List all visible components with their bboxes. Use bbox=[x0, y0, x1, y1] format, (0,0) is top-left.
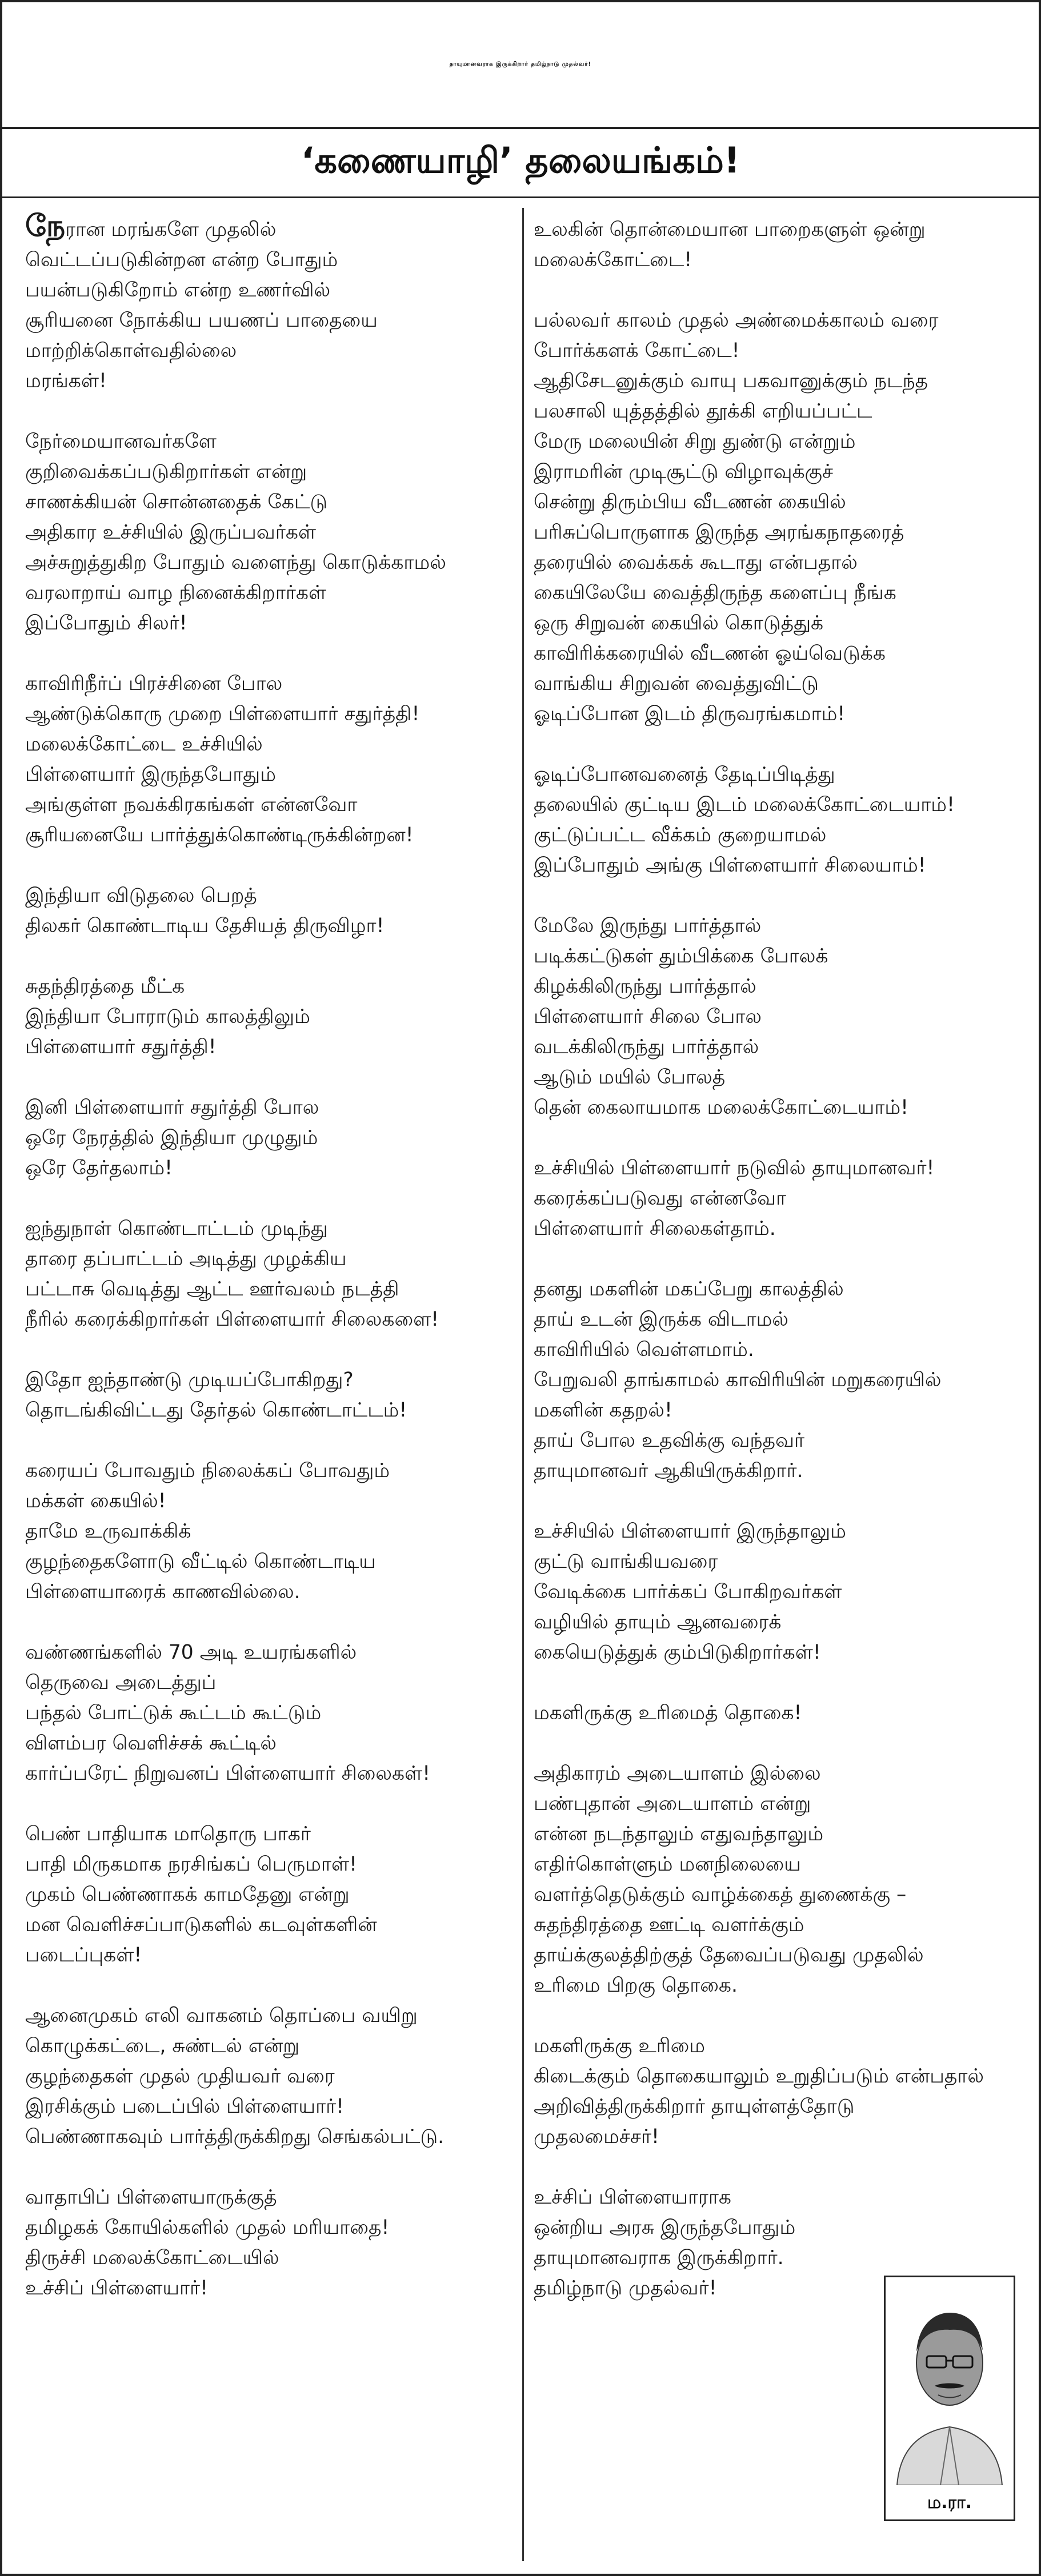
poem-line: வரலாறாய் வாழ நினைக்கிறார்கள் bbox=[25, 581, 327, 604]
poem-line: இப்போதும் சிலர்! bbox=[25, 612, 187, 635]
poem-line: சுதந்திரத்தை ஊட்டி வளர்க்கும் bbox=[534, 1913, 804, 1936]
poem-line: வெட்டப்படுகின்றன என்ற போதும் bbox=[25, 248, 338, 271]
poem-line: தாயுமானவராக இருக்கிறார். bbox=[534, 2246, 784, 2269]
poem-line-text: ரான மரங்களே முதலில் bbox=[65, 218, 277, 241]
poem-line: சென்று திரும்பிய வீடணன் கையில் bbox=[534, 491, 846, 513]
poem-line: படைப்புகள்! bbox=[25, 1944, 142, 1967]
poem-line: ஆண்டுக்கொரு முறை பிள்ளையார் சதுர்த்தி! bbox=[25, 703, 420, 725]
stanza bbox=[25, 669, 517, 850]
stanza bbox=[534, 1698, 1025, 1728]
poem-line: கையிலேயே வைத்திருந்த களைப்பு நீங்க bbox=[534, 581, 896, 604]
poem-line: பிள்ளையார் சதுர்த்தி! bbox=[25, 1036, 217, 1058]
poem-line: பட்டாசு வெடித்து ஆட்ட ஊர்வலம் நடத்தி bbox=[25, 1278, 399, 1301]
poem-line: பலசாலி யுத்தத்தில் தூக்கி எறியப்பட்ட bbox=[534, 400, 872, 423]
stanza bbox=[534, 1759, 1025, 2001]
poem-line: பயன்படுகிறோம் என்ற உணர்வில் bbox=[25, 279, 331, 302]
poem-line: அதிகார உச்சியில் இருப்பவர்கள் bbox=[25, 521, 317, 544]
poem-line: தனது மகளின் மகப்பேறு காலத்தில் bbox=[534, 1278, 844, 1301]
stanza bbox=[534, 215, 1025, 275]
poem-line: கார்ப்பரேட் நிறுவனப் பிள்ளையார் சிலைகள்! bbox=[25, 1762, 431, 1785]
poem-line: குழந்தைகள் முதல் முதியவர் வரை bbox=[25, 2065, 335, 2088]
poem-line: முதலமைச்சர்! bbox=[534, 2125, 659, 2148]
poem-line: உச்சியில் பிள்ளையார் நடுவில் தாயுமானவர்! bbox=[534, 1157, 935, 1179]
poem-line: தாய்க்குலத்திற்குத் தேவைப்படுவது முதலில் bbox=[534, 1944, 924, 1967]
stanza bbox=[25, 1365, 517, 1426]
stanza bbox=[25, 2182, 517, 2304]
poem-line: இப்போதும் அங்கு பிள்ளையார் சிலையாம்! bbox=[534, 854, 926, 877]
poem-line: அறிவித்திருக்கிறார் தாயுள்ளத்தோடு bbox=[534, 2095, 855, 2118]
poem-line: மேலே இருந்து பார்த்தால் bbox=[534, 914, 762, 937]
poem-line: பெண்ணாகவும் பார்த்திருக்கிறது செங்கல்பட்டு. bbox=[25, 2125, 445, 2148]
poem-line: சூரியனை நோக்கிய பயணப் பாதையை bbox=[25, 309, 378, 332]
subhead-quoted: ‘கணையாழி’ bbox=[301, 139, 513, 181]
poem-line: தரையில் வைக்கக் கூடாது என்பதால் bbox=[534, 551, 858, 574]
poem-line: கையெடுத்துக் கும்பிடுகிறார்கள்! bbox=[534, 1641, 821, 1664]
poem-line: வளர்த்தெடுக்கும் வாழ்க்கைத் துணைக்கு – bbox=[534, 1883, 907, 1906]
poem-line: இராமரின் முடிசூட்டு விழாவுக்குச் bbox=[534, 460, 834, 483]
poem-line: ஆனைமுகம் எலி வாகனம் தொப்பை வயிறு bbox=[25, 2004, 418, 2027]
poem-line: குட்டுப்பட்ட வீக்கம் குறையாமல் bbox=[534, 824, 827, 846]
poem-line: அதிகாரம் அடையாளம் இல்லை bbox=[534, 1762, 821, 1785]
poem-line: இந்தியா விடுதலை பெறத் bbox=[25, 884, 257, 907]
poem-line: பிள்ளையார் சிலை போல bbox=[534, 1005, 762, 1028]
poem-line: பிள்ளையார் சிலைகள்தாம். bbox=[534, 1217, 776, 1240]
poem-line: மலைக்கோட்டை! bbox=[534, 248, 692, 271]
poem-line: மன வெளிச்சப்பாடுகளில் கடவுள்களின் bbox=[25, 1913, 377, 1936]
poem-line: வேடிக்கை பார்க்கப் போகிறவர்கள் bbox=[534, 1580, 842, 1603]
stanza bbox=[25, 427, 517, 639]
poem-line: நீரில் கரைக்கிறார்கள் பிள்ளையார் சிலைகளை! bbox=[25, 1308, 439, 1331]
poem-line: ஒரு சிறுவன் கையில் கொடுத்துக் bbox=[534, 612, 824, 635]
poem-line: உச்சிப் பிள்ளையார்! bbox=[25, 2277, 208, 2300]
poem-line: பந்தல் போட்டுக் கூட்டம் கூட்டும் bbox=[25, 1702, 322, 1724]
author-caption: ம.ரா. bbox=[927, 2493, 972, 2513]
poem-line: இந்தியா போராடும் காலத்திலும் bbox=[25, 1005, 310, 1028]
stanza bbox=[25, 1638, 517, 1789]
poem-line: சூரியனையே பார்த்துக்கொண்டிருக்கின்றன! bbox=[25, 824, 414, 846]
poem-line: தென் கைலாயமாக மலைக்கோட்டையாம்! bbox=[534, 1096, 908, 1119]
poem-line: ஆடும் மயில் போலத் bbox=[534, 1066, 726, 1089]
poem-line: பல்லவர் காலம் முதல் அண்மைக்காலம் வரை bbox=[534, 309, 939, 332]
right-column bbox=[534, 215, 1025, 2334]
poem-line: தெருவை அடைத்துப் bbox=[25, 1671, 217, 1694]
poem-line: குறிவைக்கப்படுகிறார்கள் என்று bbox=[25, 460, 307, 483]
poem-line: ஒரே தேர்தலாம்! bbox=[25, 1157, 173, 1179]
poem-line: சுதந்திரத்தை மீட்க bbox=[25, 975, 185, 998]
poem-line: என்ன நடந்தாலும் எதுவந்தாலும் bbox=[534, 1823, 824, 1845]
poem-line: கரைக்கப்படுவது என்னவோ bbox=[534, 1187, 787, 1210]
poem-line: ஆதிசேடனுக்கும் வாயு பகவானுக்கும் நடந்த bbox=[534, 370, 928, 392]
poem-line: பேறுவலி தாங்காமல் காவிரியின் மறுகரையில் bbox=[534, 1369, 942, 1391]
headline-text: தாயுமானவராக இருக்கிறார் தமிழ்நாடு முதல்வர்! bbox=[449, 61, 592, 67]
poem-line: உச்சிப் பிள்ளையாராக bbox=[534, 2186, 731, 2209]
poem-line: இனி பிள்ளையார் சதுர்த்தி போல bbox=[25, 1096, 319, 1119]
poem-line: வாதாபிப் பிள்ளையாருக்குத் bbox=[25, 2186, 277, 2209]
poem-line: தாய் உடன் இருக்க விடாமல் bbox=[534, 1308, 788, 1331]
poem-line: உலகின் தொன்மையான பாறைகளுள் ஒன்று bbox=[534, 218, 926, 241]
stanza bbox=[534, 760, 1025, 881]
stanza bbox=[25, 881, 517, 941]
poem-line: கரையப் போவதும் நிலைக்கப் போவதும் bbox=[25, 1459, 390, 1482]
poem-line: தாய் போல உதவிக்கு வந்தவர் bbox=[534, 1429, 805, 1452]
poem-line: போர்க்களக் கோட்டை! bbox=[534, 339, 740, 362]
poem-line: கிழக்கிலிருந்து பார்த்தால் bbox=[534, 975, 756, 998]
stanza bbox=[25, 2001, 517, 2152]
stanza bbox=[534, 1153, 1025, 1244]
stanza bbox=[534, 1516, 1025, 1668]
poem-line: இரசிக்கும் படைப்பில் பிள்ளையார்! bbox=[25, 2095, 345, 2118]
poem-line: திருச்சி மலைக்கோட்டையில் bbox=[25, 2246, 279, 2269]
poem-line: உச்சியில் பிள்ளையார் இருந்தாலும் bbox=[534, 1520, 846, 1543]
poem-line: தாமே உருவாக்கிக் bbox=[25, 1520, 191, 1543]
poem-line: குட்டு வாங்கியவரை bbox=[534, 1550, 718, 1573]
poem-line: ஐந்துநாள் கொண்டாட்டம் முடிந்து bbox=[25, 1217, 328, 1240]
poem-line: ஓடிப்போன இடம் திருவரங்கமாம்! bbox=[534, 703, 846, 725]
poem-line: தலையில் குட்டிய இடம் மலைக்கோட்டையாம்! bbox=[534, 793, 955, 816]
subhead bbox=[301, 139, 740, 186]
poem-line bbox=[25, 209, 517, 245]
poem-line: தொடங்கிவிட்டது தேர்தல் கொண்டாட்டம்! bbox=[25, 1399, 407, 1422]
poem-line: திலகர் கொண்டாடிய தேசியத் திருவிழா! bbox=[25, 914, 385, 937]
poem-line: விளம்பர வெளிச்சக் கூட்டில் bbox=[25, 1732, 277, 1755]
stanza bbox=[25, 209, 517, 396]
poem-line: தமிழகக் கோயில்களில் முதல் மரியாதை! bbox=[25, 2216, 390, 2239]
poem-line: கிடைக்கும் தொகையாலும் உறுதிப்படும் என்பதால் bbox=[534, 2065, 984, 2088]
poem-line: மகளிருக்கு உரிமை bbox=[534, 2035, 705, 2057]
poem-line: ஒன்றிய அரசு இருந்தபோதும் bbox=[534, 2216, 796, 2239]
column-divider bbox=[522, 208, 524, 2561]
poem-line: அச்சுறுத்துகிற போதும் வளைந்து கொடுக்காமல் bbox=[25, 551, 446, 574]
left-column bbox=[25, 209, 517, 2334]
poem-line: பிள்ளையாரைக் காணவில்லை. bbox=[25, 1580, 301, 1603]
poem-line: ஒரே நேரத்தில் இந்தியா முழுதும் bbox=[25, 1126, 318, 1149]
poem-line: வடக்கிலிருந்து பார்த்தால் bbox=[534, 1036, 759, 1058]
stanza bbox=[25, 1214, 517, 1335]
poem-line: வழியில் தாயும் ஆனவரைக் bbox=[534, 1611, 782, 1634]
poem-line: தமிழ்நாடு முதல்வர்! bbox=[534, 2277, 717, 2300]
author-photo bbox=[884, 2276, 1015, 2521]
stanza bbox=[534, 2031, 1025, 2152]
poem-line: காவிரிநீர்ப் பிரச்சினை போல bbox=[25, 672, 283, 695]
subhead-box bbox=[2, 129, 1039, 198]
stanza bbox=[25, 1093, 517, 1183]
poem-line: தாயுமானவர் ஆகியிருக்கிறார். bbox=[534, 1459, 803, 1482]
poem-line: மாற்றிக்கொள்வதில்லை bbox=[25, 339, 237, 362]
poem-line: மேரு மலையின் சிறு துண்டு என்றும் bbox=[534, 430, 856, 453]
poem-line: மகளிருக்கு உரிமைத் தொகை! bbox=[534, 1702, 802, 1724]
poem-line: எதிர்கொள்ளும் மனநிலையை bbox=[534, 1853, 801, 1876]
poem-line: பரிசுப்பொருளாக இருந்த அரங்கநாதரைத் bbox=[534, 521, 904, 544]
dropcap: நே bbox=[25, 209, 66, 243]
author-portrait-image bbox=[886, 2277, 1014, 2485]
poem-line: காவிரியில் வெள்ளமாம். bbox=[534, 1338, 754, 1361]
poem-line: பெண் பாதியாக மாதொரு பாகர் bbox=[25, 1823, 311, 1845]
poem-line: உரிமை பிறகு தொகை. bbox=[534, 1974, 738, 1997]
poem-line: வண்ணங்களில் 70 அடி உயரங்களில் bbox=[25, 1641, 357, 1664]
poem-line: ஓடிப்போனவனைத் தேடிப்பிடித்து bbox=[534, 763, 835, 786]
poem-line: படிக்கட்டுகள் தும்பிக்கை போலக் bbox=[534, 945, 828, 968]
poem-line: காவிரிக்கரையில் வீடணன் ஓய்வெடுக்க bbox=[534, 642, 886, 665]
poem-line: மரங்கள்! bbox=[25, 370, 107, 392]
stanza bbox=[25, 972, 517, 1062]
poem-line: வாங்கிய சிறுவன் வைத்துவிட்டு bbox=[534, 672, 819, 695]
poem-line: கொழுக்கட்டை, சுண்டல் என்று bbox=[25, 2035, 300, 2057]
stanza bbox=[534, 1274, 1025, 1486]
stanza bbox=[25, 1819, 517, 1971]
poem-line: மகளின் கதறல்! bbox=[534, 1399, 672, 1422]
poem-line: அங்குள்ள நவக்கிரகங்கள் என்னவோ bbox=[25, 793, 358, 816]
poem-line: குழந்தைகளோடு வீட்டில் கொண்டாடிய bbox=[25, 1550, 376, 1573]
poem-line: பாதி மிருகமாக நரசிங்கப் பெருமாள்! bbox=[25, 1853, 357, 1876]
poem-line: நேர்மையானவர்களே bbox=[25, 430, 217, 453]
poem-line: மக்கள் கையில்! bbox=[25, 1490, 166, 1512]
poem-line: இதோ ஐந்தாண்டு முடியப்போகிறது? bbox=[25, 1369, 354, 1391]
stanza bbox=[534, 911, 1025, 1123]
poem-line: முகம் பெண்ணாகக் காமதேனு என்று bbox=[25, 1883, 350, 1906]
poem-line: சாணக்கியன் சொன்னதைக் கேட்டு bbox=[25, 491, 328, 513]
poem-line: பிள்ளையார் இருந்தபோதும் bbox=[25, 763, 276, 786]
poem-line: தாரை தப்பாட்டம் அடித்து முழக்கிய bbox=[25, 1247, 347, 1270]
stanza bbox=[534, 306, 1025, 729]
poem-line: மலைக்கோட்டை உச்சியில் bbox=[25, 733, 263, 756]
headline bbox=[2, 2, 1039, 129]
stanza bbox=[25, 1456, 517, 1607]
poem-line: பண்புதான் அடையாளம் என்று bbox=[534, 1792, 811, 1815]
subhead-rest: தலையங்கம்! bbox=[513, 139, 740, 181]
